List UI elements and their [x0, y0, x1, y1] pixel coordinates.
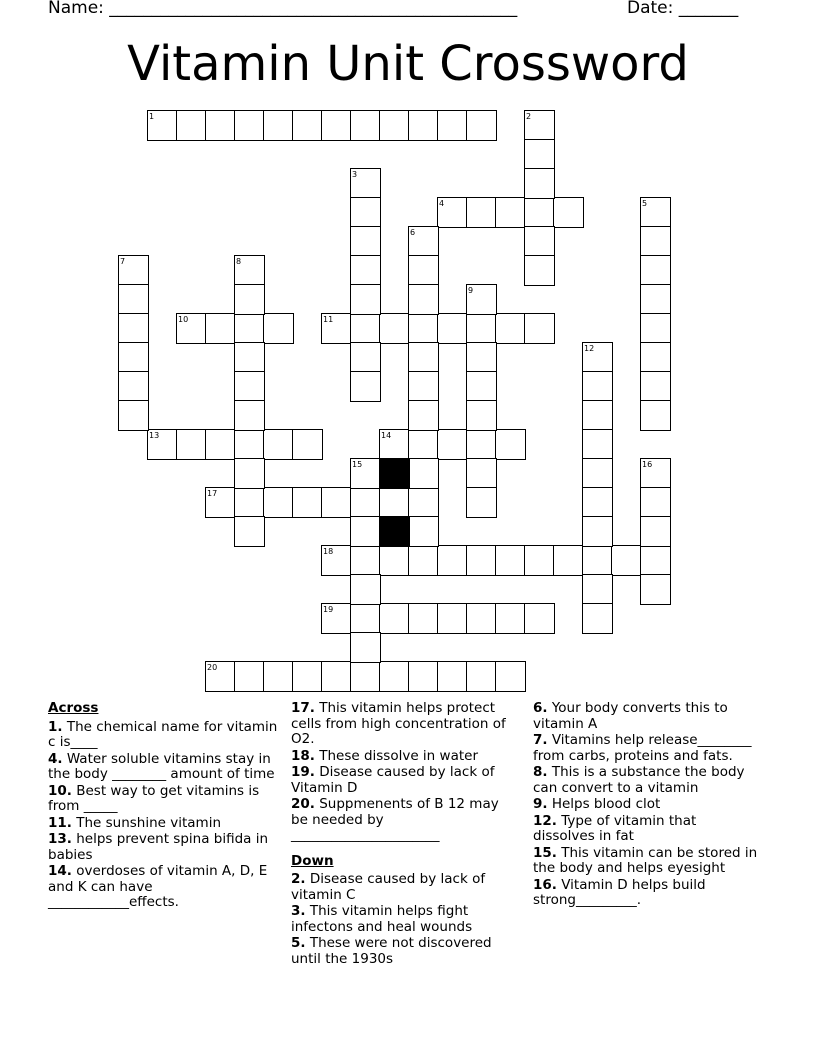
crossword-cell[interactable]	[118, 400, 149, 431]
crossword-cell[interactable]	[379, 661, 410, 692]
crossword-cell[interactable]	[495, 661, 526, 692]
crossword-cell[interactable]	[466, 487, 497, 518]
clue-across-10: 10. Best way to get vitamins is from _____	[48, 782, 260, 814]
crossword-cell[interactable]	[611, 545, 642, 576]
date-field[interactable]: Date: _______	[627, 0, 739, 18]
clue-number: 17	[207, 489, 218, 498]
crossword-cell[interactable]	[466, 313, 497, 344]
crossword-cell[interactable]	[640, 255, 671, 286]
crossword-cell[interactable]	[437, 545, 468, 576]
crossword-cell[interactable]	[466, 197, 497, 228]
clue-across-4: 4. Water soluble vitamins stay in the body ________ amount of time	[48, 750, 275, 782]
crossword-cell[interactable]	[234, 313, 265, 344]
crossword-cell[interactable]	[640, 313, 671, 344]
crossword-cell[interactable]	[553, 545, 584, 576]
clue-down-16: 16. Vitamin D helps build strong_________.	[533, 876, 706, 908]
clue-down-5: 5. These were not discovered until the 1930s	[291, 935, 492, 967]
crossword-cell[interactable]	[582, 371, 613, 402]
clue-number: 12	[584, 344, 595, 353]
crossword-cell[interactable]	[408, 313, 439, 344]
crossword-cell[interactable]	[408, 400, 439, 431]
crossword-cell[interactable]	[350, 632, 381, 663]
crossword-cell[interactable]	[408, 458, 439, 489]
crossword-cell[interactable]	[263, 429, 294, 460]
crossword-cell[interactable]	[379, 603, 410, 634]
crossword-cell[interactable]	[495, 429, 526, 460]
crossword-cell[interactable]	[408, 342, 439, 373]
crossword-cell[interactable]	[234, 110, 265, 141]
name-field[interactable]: Name: ________________________________________________	[48, 0, 518, 18]
crossword-cell[interactable]	[466, 545, 497, 576]
clue-number: 3	[352, 170, 358, 179]
crossword-cell[interactable]	[350, 603, 381, 634]
clue-number: 4	[439, 199, 445, 208]
crossword-cell[interactable]	[582, 603, 613, 634]
crossword-cell[interactable]	[582, 429, 613, 460]
crossword-cell[interactable]	[408, 110, 439, 141]
crossword-cell[interactable]	[321, 110, 352, 141]
clue-across-14: 14. overdoses of vitamin A, D, E and K can have ____________effects.	[48, 863, 268, 910]
crossword-cell[interactable]	[118, 313, 149, 344]
clue-number: 2	[526, 112, 532, 121]
crossword-cell[interactable]	[350, 516, 381, 547]
crossword-cell[interactable]	[437, 661, 468, 692]
crossword-cell[interactable]	[437, 313, 468, 344]
crossword-cell[interactable]	[408, 371, 439, 402]
clue-number: 20	[207, 663, 218, 672]
crossword-cell[interactable]	[466, 458, 497, 489]
crossword-cell[interactable]	[408, 255, 439, 286]
crossword-cell[interactable]	[234, 516, 265, 547]
crossword-cell[interactable]	[118, 342, 149, 373]
crossword-cell[interactable]	[640, 545, 671, 576]
crossword-cell[interactable]	[466, 400, 497, 431]
crossword-cell[interactable]	[408, 603, 439, 634]
crossword-cell[interactable]	[350, 226, 381, 257]
crossword-cell[interactable]	[524, 255, 555, 286]
clue-number: 9	[468, 286, 474, 295]
black-square	[379, 458, 410, 489]
crossword-cell[interactable]	[379, 313, 410, 344]
crossword-cell[interactable]	[118, 371, 149, 402]
clue-down-15: 15. This vitamin can be stored in the body and helps eyesight	[533, 844, 758, 876]
crossword-cell[interactable]	[292, 487, 323, 518]
crossword-cell[interactable]	[466, 661, 497, 692]
crossword-cell[interactable]	[524, 139, 555, 170]
crossword-cell[interactable]	[466, 342, 497, 373]
clue-number: 10	[178, 315, 189, 324]
crossword-cell[interactable]	[495, 545, 526, 576]
crossword-cell[interactable]	[350, 342, 381, 373]
crossword-cell[interactable]	[263, 661, 294, 692]
crossword-cell[interactable]	[437, 429, 468, 460]
crossword-cell[interactable]	[350, 545, 381, 576]
clue-down-12: 12. Type of vitamin that dissolves in fat	[533, 812, 697, 844]
crossword-cell[interactable]	[582, 458, 613, 489]
crossword-cell[interactable]	[263, 313, 294, 344]
crossword-cell[interactable]	[524, 603, 555, 634]
crossword-cell[interactable]	[524, 197, 555, 228]
clue-number: 7	[120, 257, 126, 266]
crossword-cell[interactable]	[524, 226, 555, 257]
clue-number: 16	[642, 460, 653, 469]
crossword-cell[interactable]	[234, 458, 265, 489]
crossword-cell[interactable]	[350, 661, 381, 692]
clue-across-19: 19. Disease caused by lack of Vitamin D	[291, 764, 495, 796]
crossword-cell[interactable]	[408, 661, 439, 692]
crossword-cell[interactable]	[640, 342, 671, 373]
crossword-cell[interactable]	[640, 574, 671, 605]
clue-down-3: 3. This vitamin helps fight infectons and heal wounds	[291, 903, 473, 935]
clue-across-20: 20. Suppmenents of B 12 may be needed by ______________________	[291, 796, 499, 843]
clue-number: 19	[323, 605, 334, 614]
crossword-cell[interactable]	[582, 487, 613, 518]
clues-column-2	[291, 701, 519, 968]
clue-number: 15	[352, 460, 363, 469]
clue-number: 8	[236, 257, 242, 266]
across-heading: Across	[48, 700, 99, 716]
crossword-cell[interactable]	[234, 342, 265, 373]
clue-across-18: 18. These dissolve in water	[291, 747, 478, 764]
crossword-cell[interactable]	[234, 284, 265, 315]
black-square	[379, 516, 410, 547]
crossword-cell[interactable]	[379, 110, 410, 141]
crossword-cell[interactable]	[582, 516, 613, 547]
crossword-cell[interactable]	[350, 255, 381, 286]
crossword-cell[interactable]	[350, 313, 381, 344]
crossword-cell[interactable]	[234, 661, 265, 692]
crossword-cell[interactable]	[292, 429, 323, 460]
crossword-cell[interactable]	[292, 110, 323, 141]
clue-down-7: 7. Vitamins help release________ from carbs, proteins and fats.	[533, 732, 752, 764]
clue-down-2: 2. Disease caused by lack of vitamin C	[291, 871, 486, 903]
crossword-cell[interactable]	[524, 168, 555, 199]
crossword-cell[interactable]	[640, 371, 671, 402]
clue-down-9: 9. Helps blood clot	[533, 796, 661, 812]
clue-across-17: 17. This vitamin helps protect cells from high concentration of O2.	[291, 700, 506, 747]
crossword-cell[interactable]	[437, 110, 468, 141]
clue-number: 6	[410, 228, 416, 237]
clue-number: 13	[149, 431, 160, 440]
crossword-cell[interactable]	[466, 603, 497, 634]
clues-column-1	[48, 701, 280, 912]
crossword-cell[interactable]	[582, 400, 613, 431]
crossword-cell[interactable]	[466, 429, 497, 460]
crossword-cell[interactable]	[350, 197, 381, 228]
clue-down-6: 6. Your body converts this to vitamin A	[533, 700, 728, 732]
crossword-cell[interactable]	[176, 110, 207, 141]
page-title: Vitamin Unit Crossword	[127, 36, 689, 92]
crossword-cell[interactable]	[495, 603, 526, 634]
crossword-cell[interactable]	[263, 487, 294, 518]
crossword-cell[interactable]	[640, 284, 671, 315]
crossword-cell[interactable]	[495, 197, 526, 228]
crossword-cell[interactable]	[640, 487, 671, 518]
crossword-cell[interactable]	[350, 371, 381, 402]
clue-number: 5	[642, 199, 648, 208]
crossword-cell[interactable]	[408, 487, 439, 518]
crossword-cell[interactable]	[437, 603, 468, 634]
crossword-cell[interactable]	[640, 400, 671, 431]
clue-number: 14	[381, 431, 392, 440]
crossword-cell[interactable]	[553, 197, 584, 228]
clue-down-8: 8. This is a substance the body can convert to a vitamin	[533, 764, 745, 796]
crossword-cell[interactable]	[234, 429, 265, 460]
crossword-cell[interactable]	[234, 400, 265, 431]
crossword-cell[interactable]	[582, 545, 613, 576]
clue-across-13: 13. helps prevent spina bifida in babies	[48, 831, 269, 863]
crossword-cell[interactable]	[495, 313, 526, 344]
down-heading: Down	[291, 852, 334, 869]
crossword-cell[interactable]	[350, 284, 381, 315]
crossword-cell[interactable]	[263, 110, 294, 141]
crossword-cell[interactable]	[205, 429, 236, 460]
crossword-cell[interactable]	[234, 371, 265, 402]
crossword-cell[interactable]	[205, 313, 236, 344]
crossword-cell[interactable]	[408, 545, 439, 576]
crossword-cell[interactable]	[466, 371, 497, 402]
crossword-cell[interactable]	[408, 516, 439, 547]
crossword-cell[interactable]	[408, 429, 439, 460]
crossword-cell[interactable]	[292, 661, 323, 692]
clues-column-3	[533, 701, 758, 910]
crossword-cell[interactable]	[321, 661, 352, 692]
crossword-cell[interactable]	[524, 313, 555, 344]
clue-number: 18	[323, 547, 334, 556]
crossword-cell[interactable]	[118, 284, 149, 315]
crossword-cell[interactable]	[350, 110, 381, 141]
crossword-cell[interactable]	[379, 545, 410, 576]
crossword-cell[interactable]	[582, 574, 613, 605]
crossword-cell[interactable]	[379, 487, 410, 518]
clue-number: 1	[149, 112, 155, 121]
clue-number: 11	[323, 315, 334, 324]
crossword-cell[interactable]	[524, 545, 555, 576]
clue-across-1: 1. The chemical name for vitamin c is____	[48, 718, 278, 750]
crossword-cell[interactable]	[350, 487, 381, 518]
crossword-cell[interactable]	[408, 284, 439, 315]
clue-across-11: 11. The sunshine vitamin	[48, 814, 222, 831]
crossword-cell[interactable]	[176, 429, 207, 460]
crossword-cell[interactable]	[350, 574, 381, 605]
crossword-cell[interactable]	[466, 110, 497, 141]
crossword-cell[interactable]	[321, 487, 352, 518]
crossword-cell[interactable]	[205, 110, 236, 141]
crossword-cell[interactable]	[640, 516, 671, 547]
crossword-cell[interactable]	[234, 487, 265, 518]
crossword-cell[interactable]	[640, 226, 671, 257]
